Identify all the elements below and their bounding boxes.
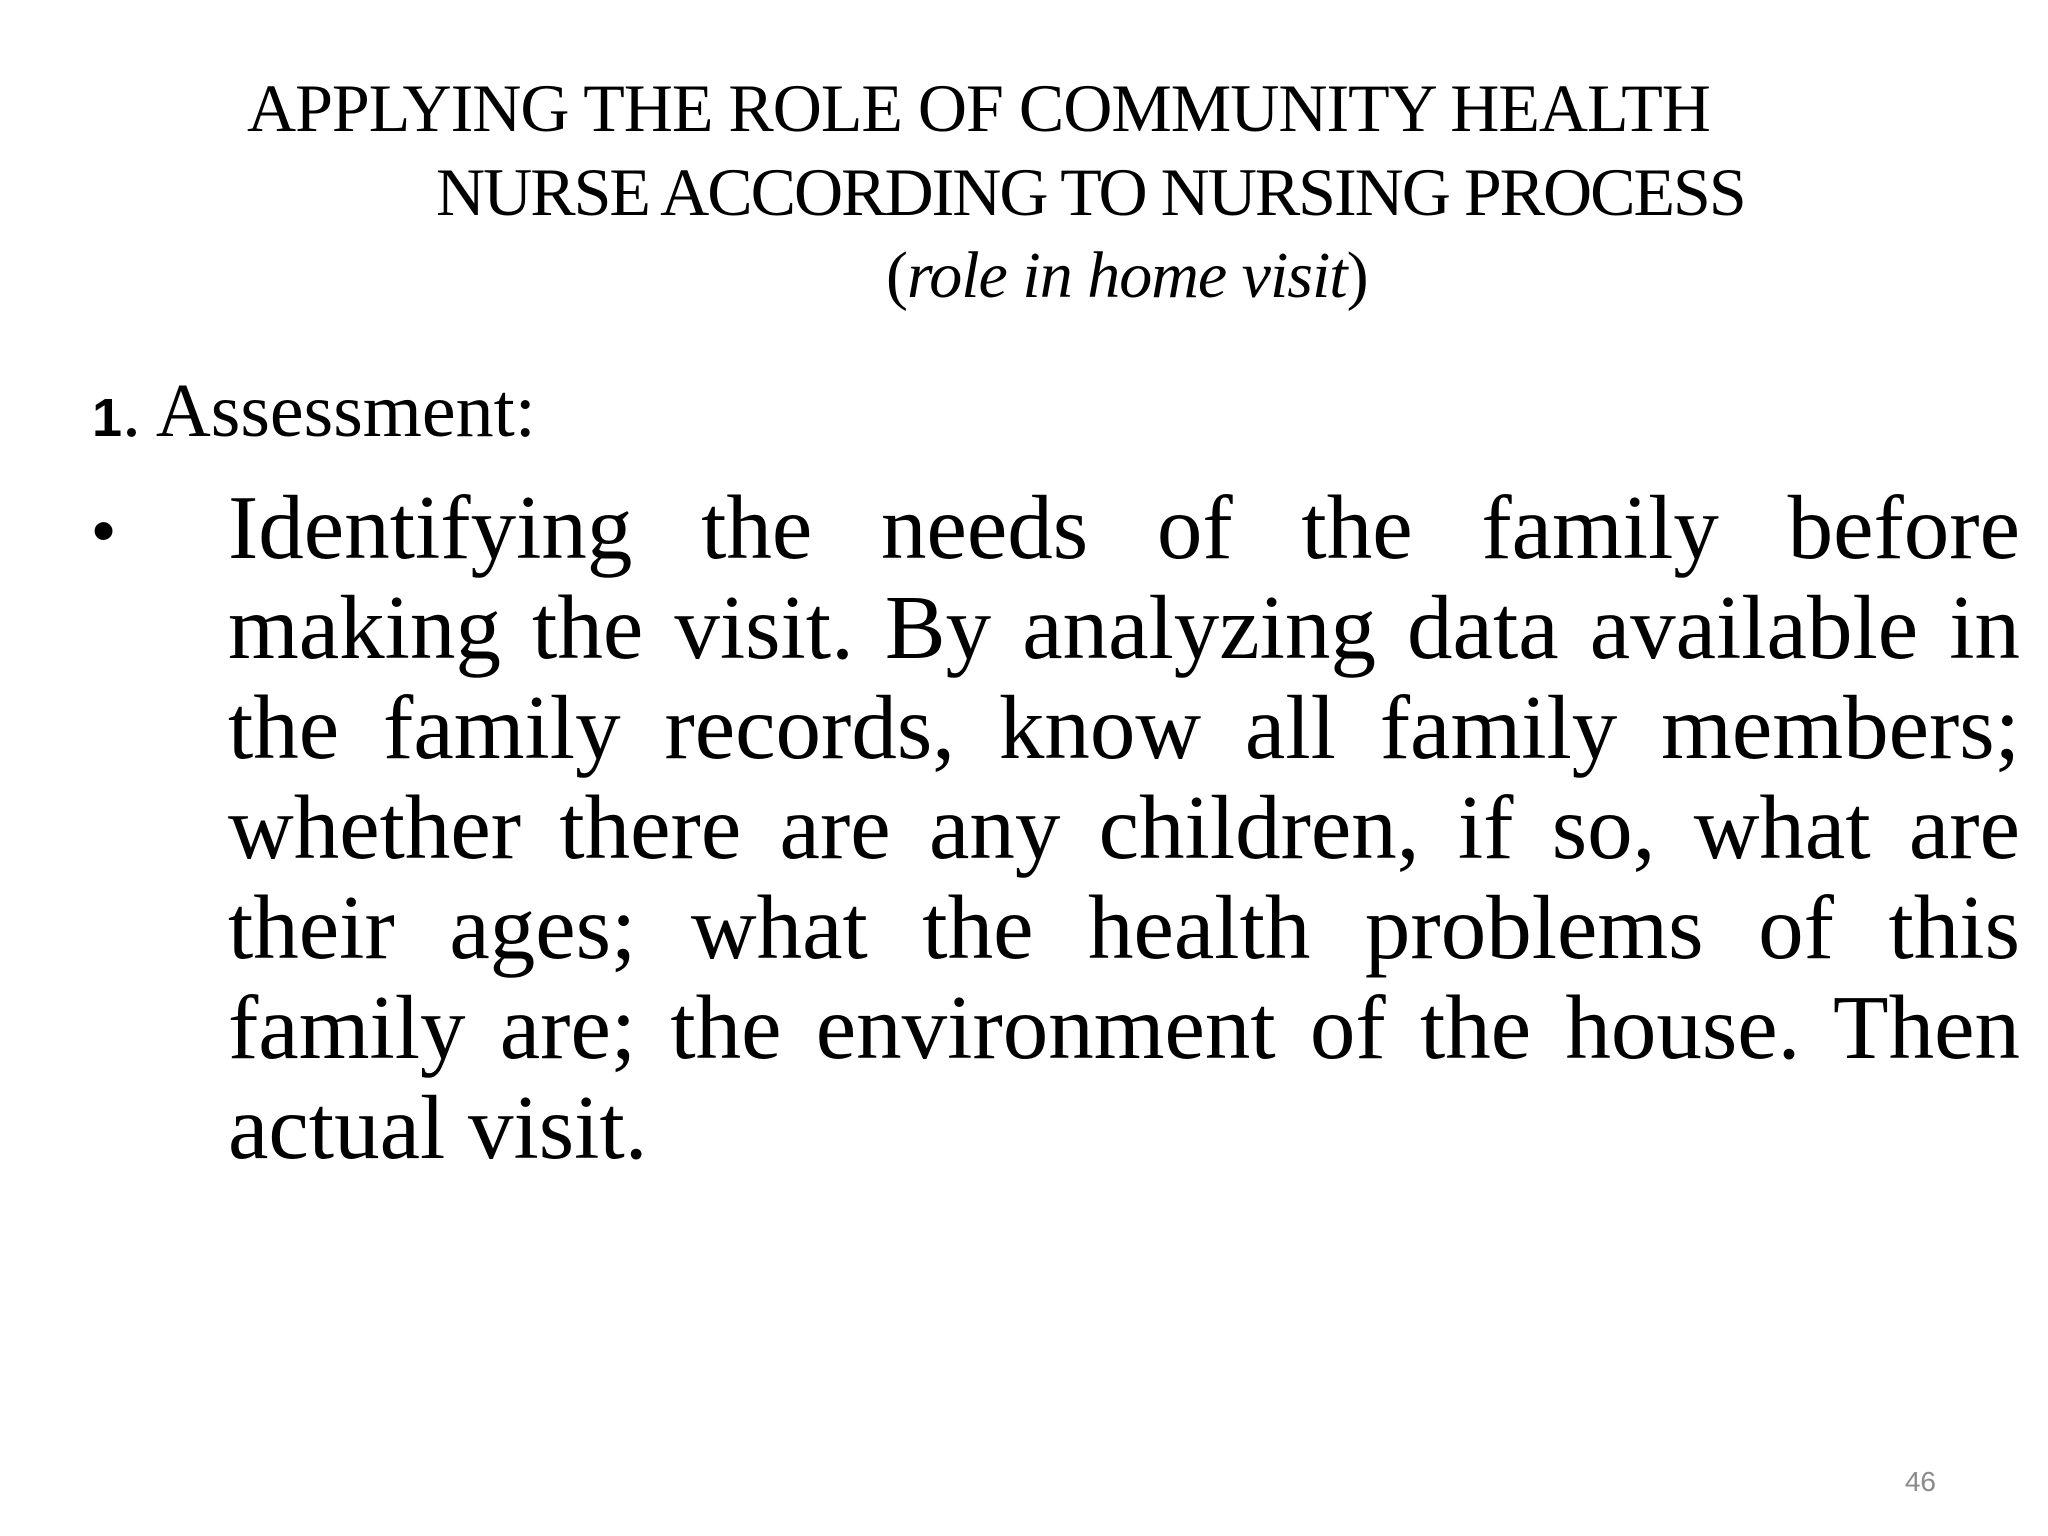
section-number: 1: [92, 388, 123, 448]
slide-title-line-1: APPLYING THE ROLE OF COMMUNITY HEALTH: [247, 70, 1710, 146]
subtitle-close-paren: ): [1346, 239, 1368, 312]
slide-title-line-2: NURSE ACCORDING TO NURSING PROCESS: [436, 154, 1745, 230]
section-heading: [92, 366, 536, 463]
bullet-marker: •: [92, 493, 116, 567]
section-label: . Assessment:: [122, 369, 536, 453]
page-number: 46: [1904, 1466, 1936, 1497]
slide-subtitle: [886, 236, 1368, 316]
subtitle-italic-text: role in home visit: [906, 239, 1347, 312]
subtitle-open-paren: (: [886, 239, 907, 312]
bullet-paragraph: Identifying the needs of the family before making the visit. By analyzing data available in the family records, know all family members; whether there are any children, if so, what are their ages; what the health problems of this family are; the environment of the house. Then actual visit.: [228, 477, 2020, 1178]
